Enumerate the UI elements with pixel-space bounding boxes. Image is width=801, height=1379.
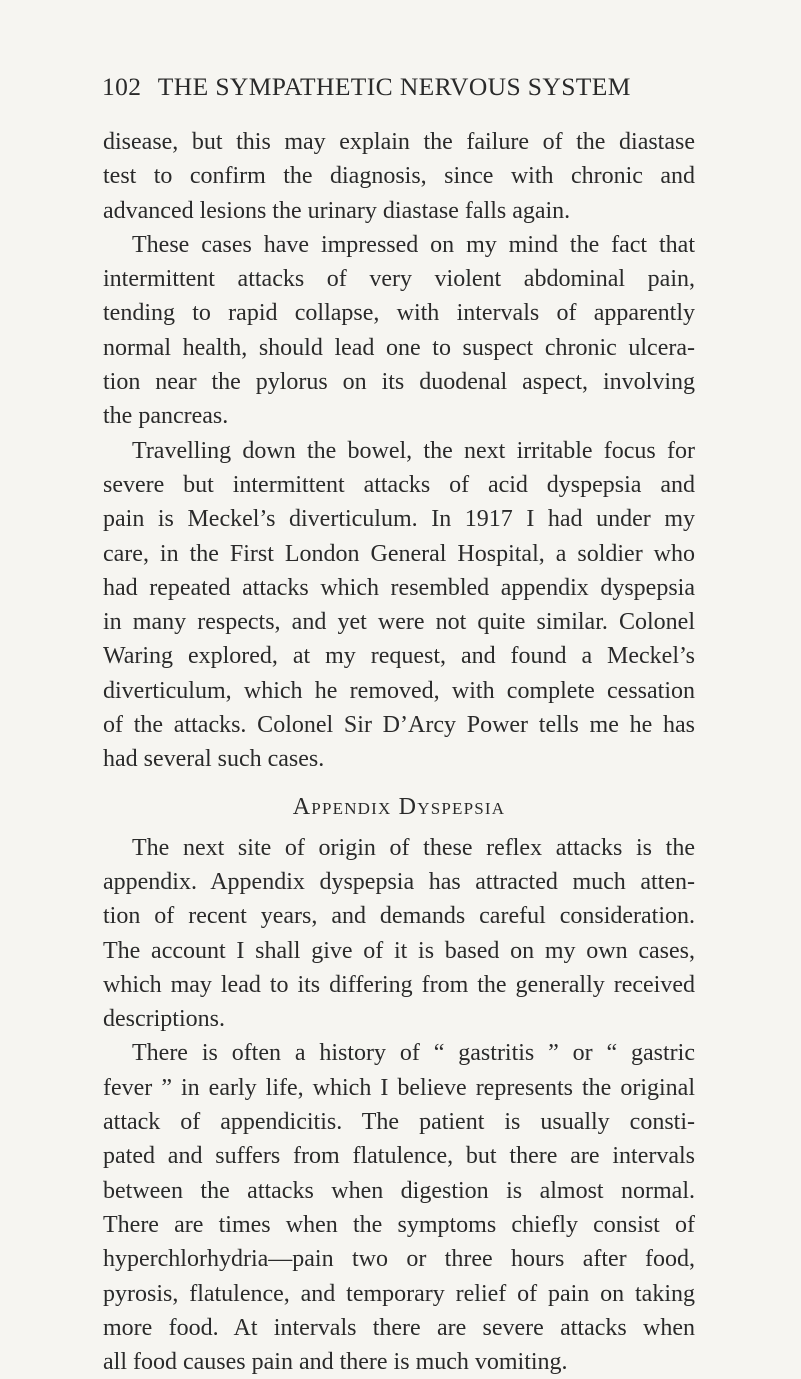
text-line: Waring explored, at my request, and found a Meckel’s: [103, 643, 695, 670]
text-line: severe but intermittent attacks of acid dyspepsia and: [103, 471, 695, 498]
text-line: intermittent attacks of very violent abdominal pain,: [103, 266, 695, 293]
text-line: pated and suffers from flatulence, but there are intervals: [103, 1143, 695, 1170]
running-title: THE SYMPATHETIC NERVOUS SYSTEM: [157, 72, 631, 101]
text-line: tending to rapid collapse, with intervals of apparently: [103, 300, 695, 327]
text-line: test to confirm the diagnosis, since with chronic and: [103, 163, 695, 190]
body-text: [103, 125, 695, 1379]
text-line: normal health, should lead one to suspect chronic ulcera-: [103, 334, 695, 361]
text-line: which may lead to its differing from the generally received: [103, 971, 695, 998]
text-line: more food. At intervals there are severe attacks when: [103, 1314, 695, 1341]
text-line: descriptions.: [103, 1006, 225, 1033]
text-line: all food causes pain and there is much vomiting.: [103, 1349, 568, 1376]
text-line: had repeated attacks which resembled appendix dyspepsia: [103, 574, 695, 601]
running-head: [102, 72, 694, 102]
text-line: pyrosis, flatulence, and temporary relief of pain on taking: [103, 1280, 695, 1307]
text-line: hyperchlorhydria—pain two or three hours after food,: [103, 1246, 695, 1273]
text-line: diverticulum, which he removed, with complete cessation: [103, 677, 695, 704]
text-line: care, in the First London General Hospital, a soldier who: [103, 540, 695, 567]
section-heading: Appendix Dyspepsia: [292, 793, 506, 820]
text-line: between the attacks when digestion is almost normal.: [103, 1177, 695, 1204]
text-line: appendix. Appendix dyspepsia has attracted much atten-: [103, 868, 695, 895]
text-line: advanced lesions the urinary diastase falls again.: [103, 197, 571, 224]
paragraph: [103, 434, 695, 777]
text-line: There is often a history of “ gastritis ” or “ gastric: [132, 1040, 695, 1067]
text-line: the pancreas.: [103, 403, 229, 430]
text-line: There are times when the symptoms chiefly consist of: [103, 1211, 695, 1238]
text-line: tion near the pylorus on its duodenal aspect, involving: [103, 369, 695, 396]
text-line: The next site of origin of these reflex attacks is the: [132, 834, 695, 861]
text-line: fever ” in early life, which I believe represents the original: [103, 1074, 695, 1101]
page-number: 102: [102, 72, 142, 101]
text-line: Travelling down the bowel, the next irritable focus for: [132, 437, 695, 464]
text-line: had several such cases.: [103, 746, 325, 773]
text-line: of the attacks. Colonel Sir D’Arcy Power tells me he has: [103, 712, 695, 739]
text-line: attack of appendicitis. The patient is usually consti-: [103, 1109, 695, 1136]
paragraph: [103, 831, 695, 1037]
paragraph: [103, 125, 695, 228]
text-line: These cases have impressed on my mind the fact that: [132, 231, 695, 258]
paragraph: [103, 228, 695, 434]
text-line: disease, but this may explain the failure of the diastase: [103, 129, 695, 155]
text-line: pain is Meckel’s diverticulum. In 1917 I had under my: [103, 506, 695, 533]
paragraph: [103, 1036, 695, 1379]
text-line: in many respects, and yet were not quite similar. Colonel: [103, 609, 695, 636]
text-line: The account I shall give of it is based on my own cases,: [103, 937, 695, 964]
text-line: tion of recent years, and demands careful consideration.: [103, 903, 695, 930]
